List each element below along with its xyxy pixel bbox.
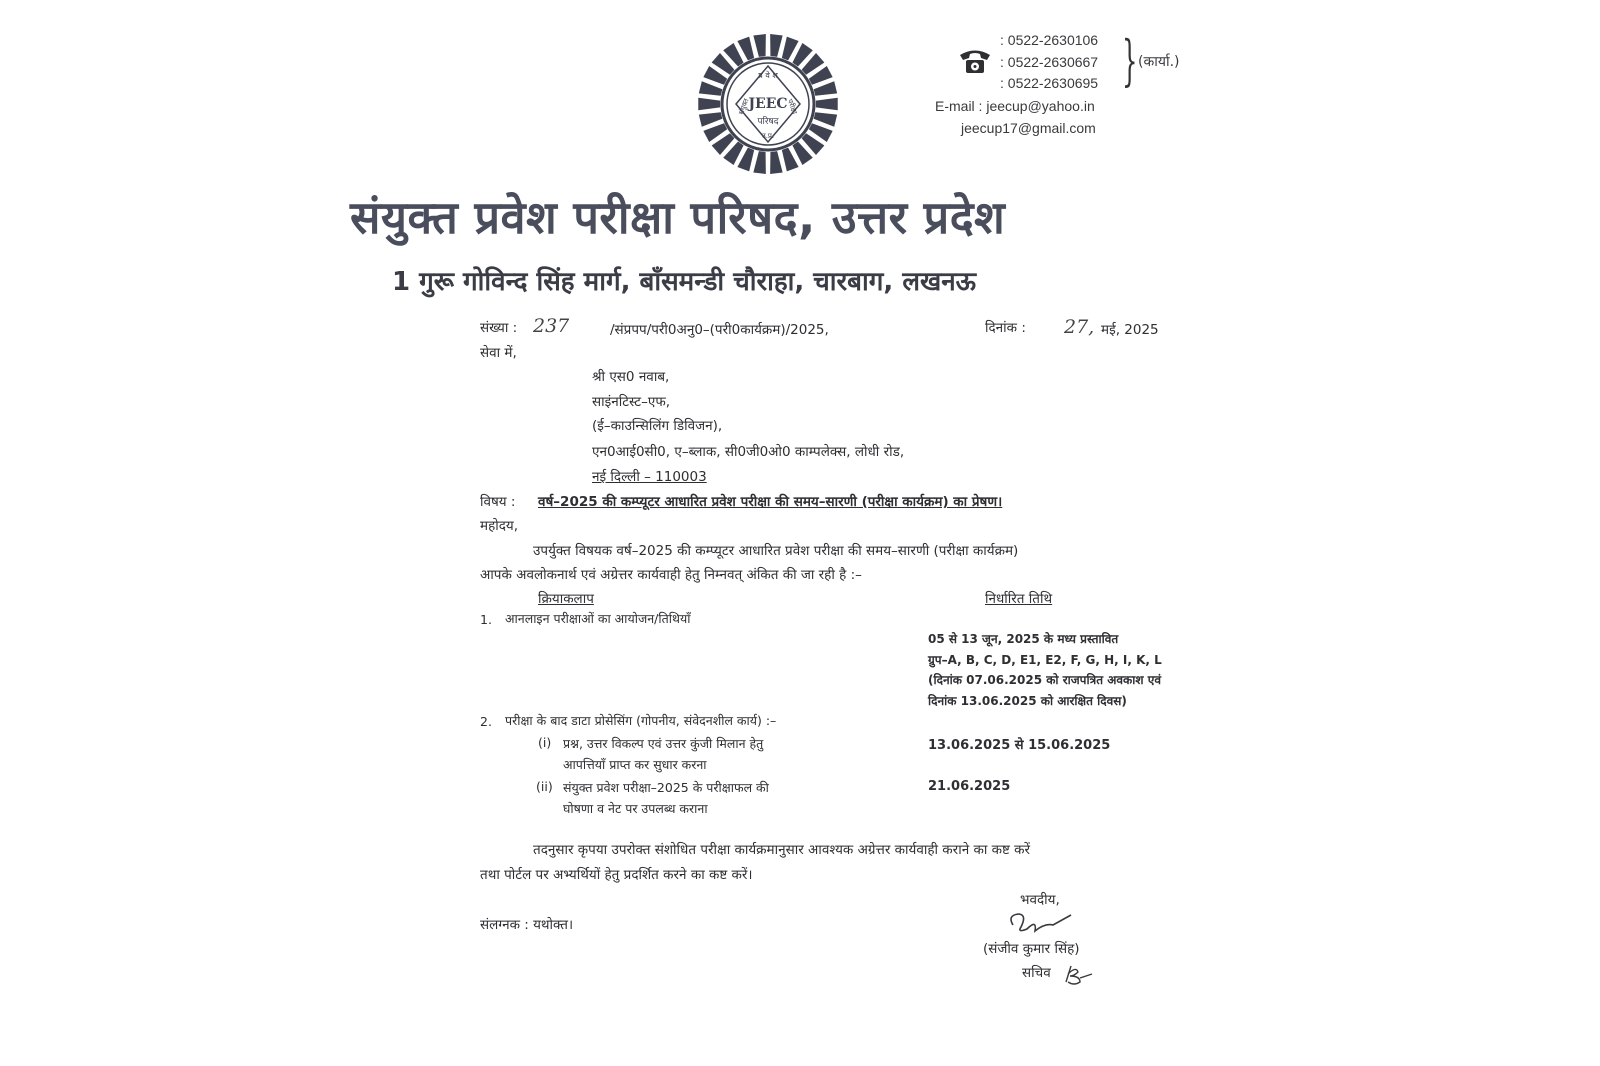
- phone-number: : 0522-2630667: [1000, 53, 1099, 70]
- date-label: दिनांक :: [985, 320, 1026, 336]
- closing-line: तथा पोर्टल पर अभ्यर्थियों हेतु प्रदर्शित करने का कष्ट करें।: [480, 867, 753, 883]
- logo-text-left: संयुक्त: [737, 97, 751, 116]
- recipient-line: नई दिल्ली – 110003: [592, 469, 707, 485]
- emblem-ray: [753, 151, 765, 174]
- subitem-line: प्रश्न, उत्तर विकल्प एवं उत्तर कुंजी मिलान हेतु: [563, 736, 764, 751]
- date-day-handwritten: 27,: [1064, 316, 1095, 338]
- organization-address: 1 गुरू गोविन्द सिंह मार्ग, बाँसमन्डी चौराहा, चारबाग, लखनऊ: [392, 267, 977, 297]
- logo-text-top: प्र वे श: [758, 71, 778, 80]
- emblem-ray: [699, 81, 723, 96]
- closing-line: तदनुसार कृपया उपरोक्त संशोधित परीक्षा कार्यक्रमानुसार आवश्यक अग्रेत्तर कार्यवाही कराने का कष्ट करें: [533, 842, 1031, 858]
- item-date-line: दिनांक 13.06.2025 को आरक्षित दिवस): [928, 694, 1127, 708]
- phone-number: : 0522-2630695: [1000, 75, 1099, 91]
- subitem-date: 21.06.2025: [928, 779, 1011, 794]
- organization-name: संयुक्त प्रवेश परीक्षा परिषद, उत्तर प्रदेश: [350, 191, 1006, 244]
- telephone-icon: [958, 46, 992, 76]
- subitem-line: संयुक्त प्रवेश परीक्षा–2025 के परीक्षाफल की: [563, 780, 769, 795]
- intro-line: आपके अवलोकनार्थ एवं अग्रेत्तर कार्यवाही हेतु निम्नवत् अंकित की जा रही है :–: [480, 567, 862, 583]
- emblem-ray: [698, 98, 720, 111]
- recipient-line: साइंनटिस्ट–एफ,: [592, 394, 671, 410]
- signature: [1005, 905, 1080, 939]
- emblem-ray: [770, 34, 782, 57]
- subitem-date: 13.06.2025 से 15.06.2025: [928, 738, 1111, 753]
- emblem-ray: [814, 112, 838, 127]
- item-date-line: 05 से 13 जून, 2025 के मध्य प्रस्तावित: [928, 632, 1119, 646]
- intro-line: उपर्युक्त विषयक वर्ष–2025 की कम्प्यूटर आधारित प्रवेश परीक्षा की समय–सारणी (परीक्षा कार्यक्रम): [533, 543, 1019, 559]
- emblem-ray: [814, 81, 838, 96]
- item-date-line: ग्रुप–A, B, C, D, E1, E2, F, G, H, I, K, L: [928, 653, 1162, 667]
- phone-brace: }: [1122, 29, 1138, 92]
- ref-suffix: /संप्रपप/परी0अनु0–(परी0कार्यक्रम)/2025,: [610, 322, 829, 338]
- ref-label: संख्या :: [480, 320, 518, 336]
- email-primary: E-mail : jeecup@yahoo.in: [935, 98, 1095, 114]
- email-block: [935, 95, 1096, 139]
- salutation-to: सेवा में,: [480, 345, 517, 361]
- emblem-ray: [770, 151, 782, 174]
- emblem-ray: [699, 112, 723, 127]
- item-date-line: (दिनांक 07.06.2025 को राजपत्रित अवकाश एवं: [928, 673, 1162, 687]
- initials-mark: [1062, 962, 1096, 988]
- item-activity: आनलाइन परीक्षाओं का आयोजन/तिथियाँ: [505, 611, 691, 626]
- greeting: महोदय,: [480, 518, 519, 534]
- recipient-line: श्री एस0 नवाब,: [592, 369, 670, 385]
- phone-number: : 0522-2630106: [1000, 32, 1099, 48]
- subitem-line: आपत्तियाँ प्राप्त कर सुधार करना: [563, 757, 707, 772]
- emblem-ray: [753, 34, 765, 57]
- subject-label: विषय :: [480, 494, 516, 510]
- email-secondary: jeecup17@gmail.com: [961, 120, 1096, 136]
- logo-text-right: परीक्षा: [785, 98, 799, 116]
- signatory-name: (संजीव कुमार सिंह): [983, 941, 1080, 957]
- phone-list: [1000, 30, 1098, 95]
- column-header-date: निर्धारित तिथि: [985, 591, 1053, 607]
- logo-text-center: JEEC: [748, 96, 788, 112]
- ref-number-handwritten: 237: [533, 315, 570, 337]
- recipient-line: एन0आई0सी0, ए–ब्लाक, सी0जी0ओ0 काम्पलेक्स, लोधी रोड,: [592, 444, 905, 460]
- item-number: 2.: [480, 714, 492, 729]
- signatory-designation: सचिव: [1022, 965, 1051, 981]
- date-month-year: मई, 2025: [1101, 322, 1159, 338]
- item-activity: परीक्षा के बाद डाटा प्रोसेसिंग (गोपनीय, संवेदनशील कार्य) :–: [505, 713, 777, 728]
- column-header-activity: क्रियाकलाप: [538, 591, 594, 607]
- signoff-yours: भवदीय,: [1020, 892, 1060, 908]
- subject-text: वर्ष–2025 की कम्प्यूटर आधारित प्रवेश परीक्षा की समय–सारणी (परीक्षा कार्यक्रम) का प्रेषण।: [538, 494, 1003, 510]
- recipient-line: (ई–काउन्सिलिंग डिविजन),: [592, 418, 723, 434]
- emblem-ray: [816, 98, 838, 111]
- enclosure-note: संलग्नक : यथोक्त।: [480, 917, 574, 933]
- subitem-number: (i): [538, 735, 552, 750]
- subitem-line: घोषणा व नेट पर उपलब्ध कराना: [563, 801, 708, 816]
- phone-office-note: (कार्या.): [1138, 54, 1180, 70]
- jeec-emblem-logo: [696, 32, 840, 176]
- logo-text-base: उ.प्र.: [761, 132, 775, 140]
- subitem-number: (ii): [536, 779, 553, 794]
- logo-text-bottom: परिषद: [757, 117, 779, 127]
- item-number: 1.: [480, 612, 492, 627]
